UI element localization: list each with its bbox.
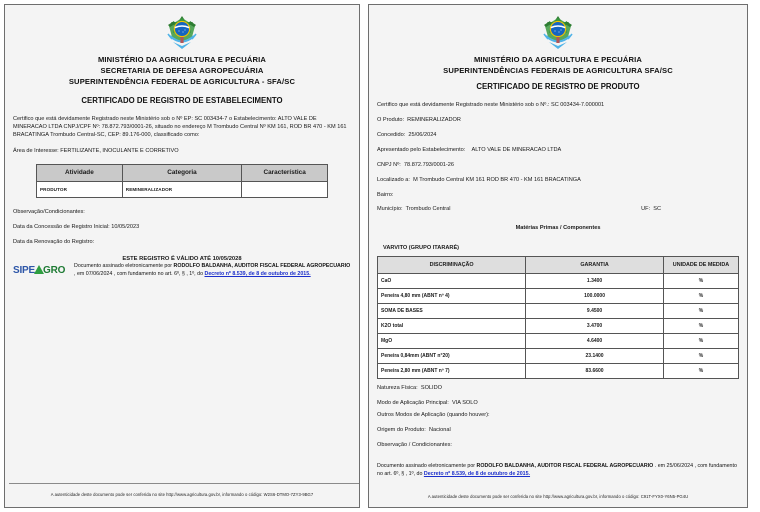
data-renovacao: Data da Renovação do Registro:	[13, 238, 95, 245]
col-header-atividade: Atividade	[37, 164, 123, 181]
table-row	[378, 319, 739, 334]
cell-garantia: 4.6400	[526, 334, 664, 349]
field-cnpj-value: 78.872.793/0001-26	[403, 162, 455, 169]
cell-discriminacao: K2O total	[378, 319, 526, 334]
area-de-interesse: Área de Interesse: FERTILIZANTE, INOCULANTE E CORRETIVO	[13, 147, 179, 154]
field-concedido-value: 25/06/2024	[408, 132, 437, 139]
sipeagro-logo	[13, 263, 69, 276]
sig-prefix: Documento assinado eletronicamente por	[74, 263, 174, 269]
observacao-label: Observação/Condicionantes:	[13, 208, 85, 215]
cell-unidade: %	[663, 364, 738, 379]
field-estabelecimento	[377, 146, 739, 154]
field-origem-value: Nacional	[428, 427, 451, 434]
col-header-categoria: Categoria	[122, 164, 241, 181]
sipeagro-part2: GRO	[43, 265, 66, 276]
materias-primas-heading: Matérias Primas / Componentes	[515, 225, 601, 232]
field-origem	[377, 426, 739, 434]
cell-garantia: 3.4700	[526, 319, 664, 334]
sig-prefix: Documento assinado eletronicamente por	[377, 463, 477, 469]
field-localizado-label: Localizado a:	[377, 177, 410, 184]
table-row	[378, 334, 739, 349]
authenticity-line: A autenticidade deste documento pode ser conferida no site http://www.agricultura.gov.br, informando o código: C91T-FYX0-Y6N5-PG4U	[427, 494, 689, 499]
certificate-title: CERTIFICADO DE REGISTRO DE PRODUTO	[476, 82, 640, 91]
cell-discriminacao: SOMA DE BASES	[378, 304, 526, 319]
table-row	[378, 349, 739, 364]
cell-garantia: 23.1400	[526, 349, 664, 364]
col-header-unidade: UNIDADE DE MEDIDA	[663, 257, 738, 274]
field-estabelecimento-label: Apresentado pelo Estabelecimento:	[377, 147, 466, 154]
materia-prima-name: VARVITO (GRUPO ITARARÉ)	[383, 245, 460, 252]
cell-discriminacao: Peneira 2,80 mm (ABNT nº 7)	[378, 364, 526, 379]
field-observacao	[377, 441, 739, 449]
field-bairro	[377, 191, 739, 199]
field-municipio-value: Trombudo Central	[405, 206, 451, 213]
cell-discriminacao: Peneira 4,80 mm (ABNT nº 4)	[378, 289, 526, 304]
field-produto-label: O Produto:	[377, 117, 405, 124]
cell-discriminacao: CaO	[378, 274, 526, 289]
cell-categoria: REMINERALIZADOR	[122, 181, 241, 197]
certificate-paragraph: Certifico que está devidamente Registrado neste Ministério sob o Nº EP: SC 003434-7 o Estabelecimento: ALTO VALE DE MINERACAO LTDA CNPJ/CPF Nº: 78.872.793/0001-26, situado no endereço M Trombudo Central Nº KM 161, ROD BR 470 - KM 161 BRACATINGA Trombudo Central-SC, CEP: 89.176-000, classificado como:	[13, 116, 347, 139]
field-cnpj	[377, 161, 739, 169]
field-bairro-label: Bairro:	[377, 192, 394, 199]
ministry-line-1: MINISTÉRIO DA AGRICULTURA E PECUÁRIA	[97, 55, 267, 64]
field-natureza-fisica	[377, 384, 739, 392]
certificate-title: CERTIFICADO DE REGISTRO DE ESTABELECIMENTO	[81, 96, 283, 105]
decreto-link[interactable]: Decreto nº 8.539, de 8 de outubro de 2015.	[204, 270, 311, 277]
data-concessao: Data da Concessão de Registro Inicial: 10/05/2023	[13, 223, 140, 230]
field-municipio-label: Município:	[377, 206, 403, 213]
col-header-garantia: GARANTIA	[526, 257, 664, 274]
field-modo-aplicacao	[377, 399, 739, 407]
cell-atividade: PRODUTOR	[37, 181, 123, 197]
signature-text	[377, 463, 739, 478]
ministry-line-2: SECRETARIA DE DEFESA AGROPECUÁRIA	[100, 66, 264, 75]
table-row	[37, 181, 328, 197]
certificate-page-establishment	[4, 4, 360, 508]
sig-middle: . em 25/06/2024 , com fundamento no art. 6º, § , 1º, do	[377, 463, 737, 477]
table-row	[378, 304, 739, 319]
table-row	[378, 289, 739, 304]
signature-block	[377, 463, 739, 478]
table-header-row	[378, 257, 739, 274]
field-cnpj-label: CNPJ Nº:	[377, 162, 401, 169]
ministry-line-2: SUPERINTENDÊNCIAS FEDERAIS DE AGRICULTURA SFA/SC	[443, 66, 673, 75]
cell-discriminacao: Peneira 0,84mm (ABNT n°20)	[378, 349, 526, 364]
field-uf	[641, 206, 661, 212]
ministry-line-3: SUPERINTENDÊNCIA FEDERAL DE AGRICULTURA - SFA/SC	[68, 77, 296, 86]
cell-unidade: %	[663, 304, 738, 319]
field-origem-label: Origem do Produto:	[377, 427, 426, 434]
signature-block	[13, 263, 351, 278]
field-concedido-label: Concedido:	[377, 132, 406, 139]
brazil-coat-of-arms-icon	[538, 13, 578, 51]
certificate-page-product	[368, 4, 748, 508]
field-modo-value: VIA SOLO	[451, 400, 478, 407]
col-header-caracteristica: Característica	[242, 164, 328, 181]
field-uf-value: SC	[653, 206, 661, 213]
cell-garantia: 100.0000	[526, 289, 664, 304]
cell-unidade: %	[663, 334, 738, 349]
field-outros-label: Outros Modos de Aplicação (quando houver):	[377, 412, 490, 419]
brazil-coat-of-arms-icon	[162, 13, 202, 51]
certificate-paragraph: Certifico que está devidamente Registrado neste Ministério sob o Nº.: SC 003434-7.000001	[377, 102, 605, 108]
field-produto	[377, 116, 739, 124]
sig-middle: , em 07/06/2024 , com fundamento no art. 6º, § , 1º, do	[74, 270, 205, 277]
field-observacao-label: Observação / Condicionantes:	[377, 442, 452, 449]
sig-signer: RODOLFO BALDANHA, AUDITOR FISCAL FEDERAL AGROPECUARIO	[173, 263, 351, 269]
cell-garantia: 9.4500	[526, 304, 664, 319]
ministry-line-1: MINISTÉRIO DA AGRICULTURA E PECUÁRIA	[473, 55, 643, 64]
field-natureza-value: SOLIDO	[420, 385, 442, 392]
cell-caracteristica	[242, 181, 328, 197]
cell-unidade: %	[663, 289, 738, 304]
col-header-discriminacao: DISCRIMINAÇÃO	[378, 257, 526, 274]
field-municipio	[377, 206, 450, 212]
field-localizado-value: M Trombudo Central KM 161 ROD BR 470 - KM 161 BRACATINGA	[413, 177, 581, 184]
guarantee-table	[377, 256, 739, 379]
validade-text: ESTE REGISTRO É VÁLIDO ATÉ 10/05/2028	[122, 255, 242, 262]
field-localizado	[377, 176, 739, 184]
signature-text	[74, 263, 351, 278]
cell-garantia: 83.6600	[526, 364, 664, 379]
field-municipio-uf-row	[377, 206, 739, 212]
field-estabelecimento-value: ALTO VALE DE MINERACAO LTDA	[471, 147, 562, 154]
field-produto-value: REMINERALIZADOR	[407, 117, 461, 124]
cell-unidade: %	[663, 349, 738, 364]
cell-unidade: %	[663, 274, 738, 289]
decreto-link[interactable]: Decreto nº 8.539, de 8 de outubro de 2015.	[423, 470, 531, 477]
activity-table	[36, 164, 328, 198]
field-concedido	[377, 131, 739, 139]
brasao-container	[13, 13, 351, 51]
footer-divider	[9, 483, 359, 484]
cell-discriminacao: MgO	[378, 334, 526, 349]
sipeagro-part1: SIPE	[13, 265, 35, 276]
field-natureza-label: Natureza Física:	[377, 385, 418, 392]
cell-unidade: %	[663, 319, 738, 334]
field-modo-label: Modo de Aplicação Principal:	[377, 400, 449, 407]
table-header-row	[37, 164, 328, 181]
brasao-container-right	[377, 13, 739, 51]
authenticity-line: A autenticidade deste documento pode ser conferida no site http://www.agricultura.gov.br, informando o código: W2S6-DTMO-7ZY3-9BG7	[50, 492, 314, 497]
table-row	[378, 364, 739, 379]
sig-signer: RODOLFO BALDANHA, AUDITOR FISCAL FEDERAL AGROPECUARIO	[476, 463, 654, 469]
field-outros-modos	[377, 411, 739, 419]
table-row	[378, 274, 739, 289]
field-uf-label: UF:	[641, 206, 651, 213]
cell-garantia: 1.3400	[526, 274, 664, 289]
